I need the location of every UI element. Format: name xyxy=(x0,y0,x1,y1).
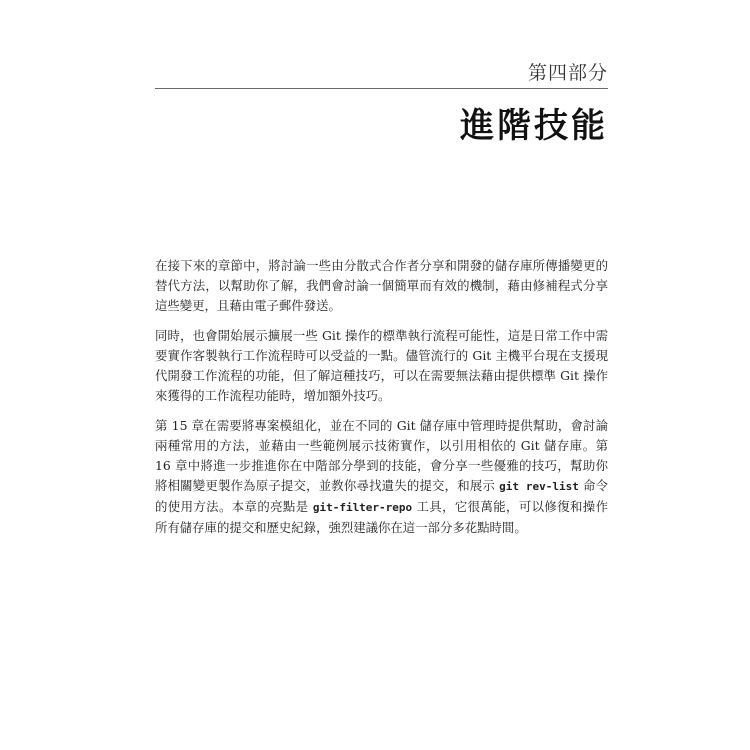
paragraph-1: 在接下來的章節中，將討論一些由分散式合作者分享和開發的儲存庫所傳播變更的替代方法，以幫助你了解，我們會討論一個簡單而有效的機制，藉由修補程式分享這些變更，且藉由電子郵件發送。 xyxy=(155,258,608,313)
code-git-rev-list: git rev-list xyxy=(499,480,579,493)
code-git-filter-repo: git-filter-repo xyxy=(312,501,413,514)
header-divider xyxy=(155,88,608,89)
part-title: 進階技能 xyxy=(460,106,608,146)
paragraph-3-text-b: 命令的使用方法。本章的亮點是 xyxy=(155,478,608,514)
paragraph-3-text-a: 第 15 章在需要將專案模組化，並在不同的 Git 儲存庫中管理時提供幫助，會討論兩種常用的方法，並藉由一些範例展示技術實作，以引用相依的 Git 儲存庫。第 16 章中將進一步推進你在中階部分學到的技能，會分享一些優雅的技巧，幫助你將相關變更製作為原子提交，並教你尋找遺失的提交，和展示 xyxy=(155,418,608,493)
paragraph-2: 同時，也會開始展示擴展一些 Git 操作的標準執行流程可能性，這是日常工作中需要實作客製執行工作流程時可以受益的一點。儘管流行的 Git 主機平台現在支援現代開發工作流程的功能，但了解這種技巧，可以在需要無法藉由提供標準 Git 操作來獲得的工作流程功能時，增加額外技巧。 xyxy=(155,328,608,403)
part-label: 第四部分 xyxy=(527,62,608,84)
paragraph-3-text-c: 工具，它很萬能，可以修復和操作所有儲存庫的提交和歷史紀錄，強烈建議你在這一部分多花點時間。 xyxy=(155,499,608,535)
body-text xyxy=(155,256,608,548)
paragraph-3 xyxy=(155,416,608,538)
